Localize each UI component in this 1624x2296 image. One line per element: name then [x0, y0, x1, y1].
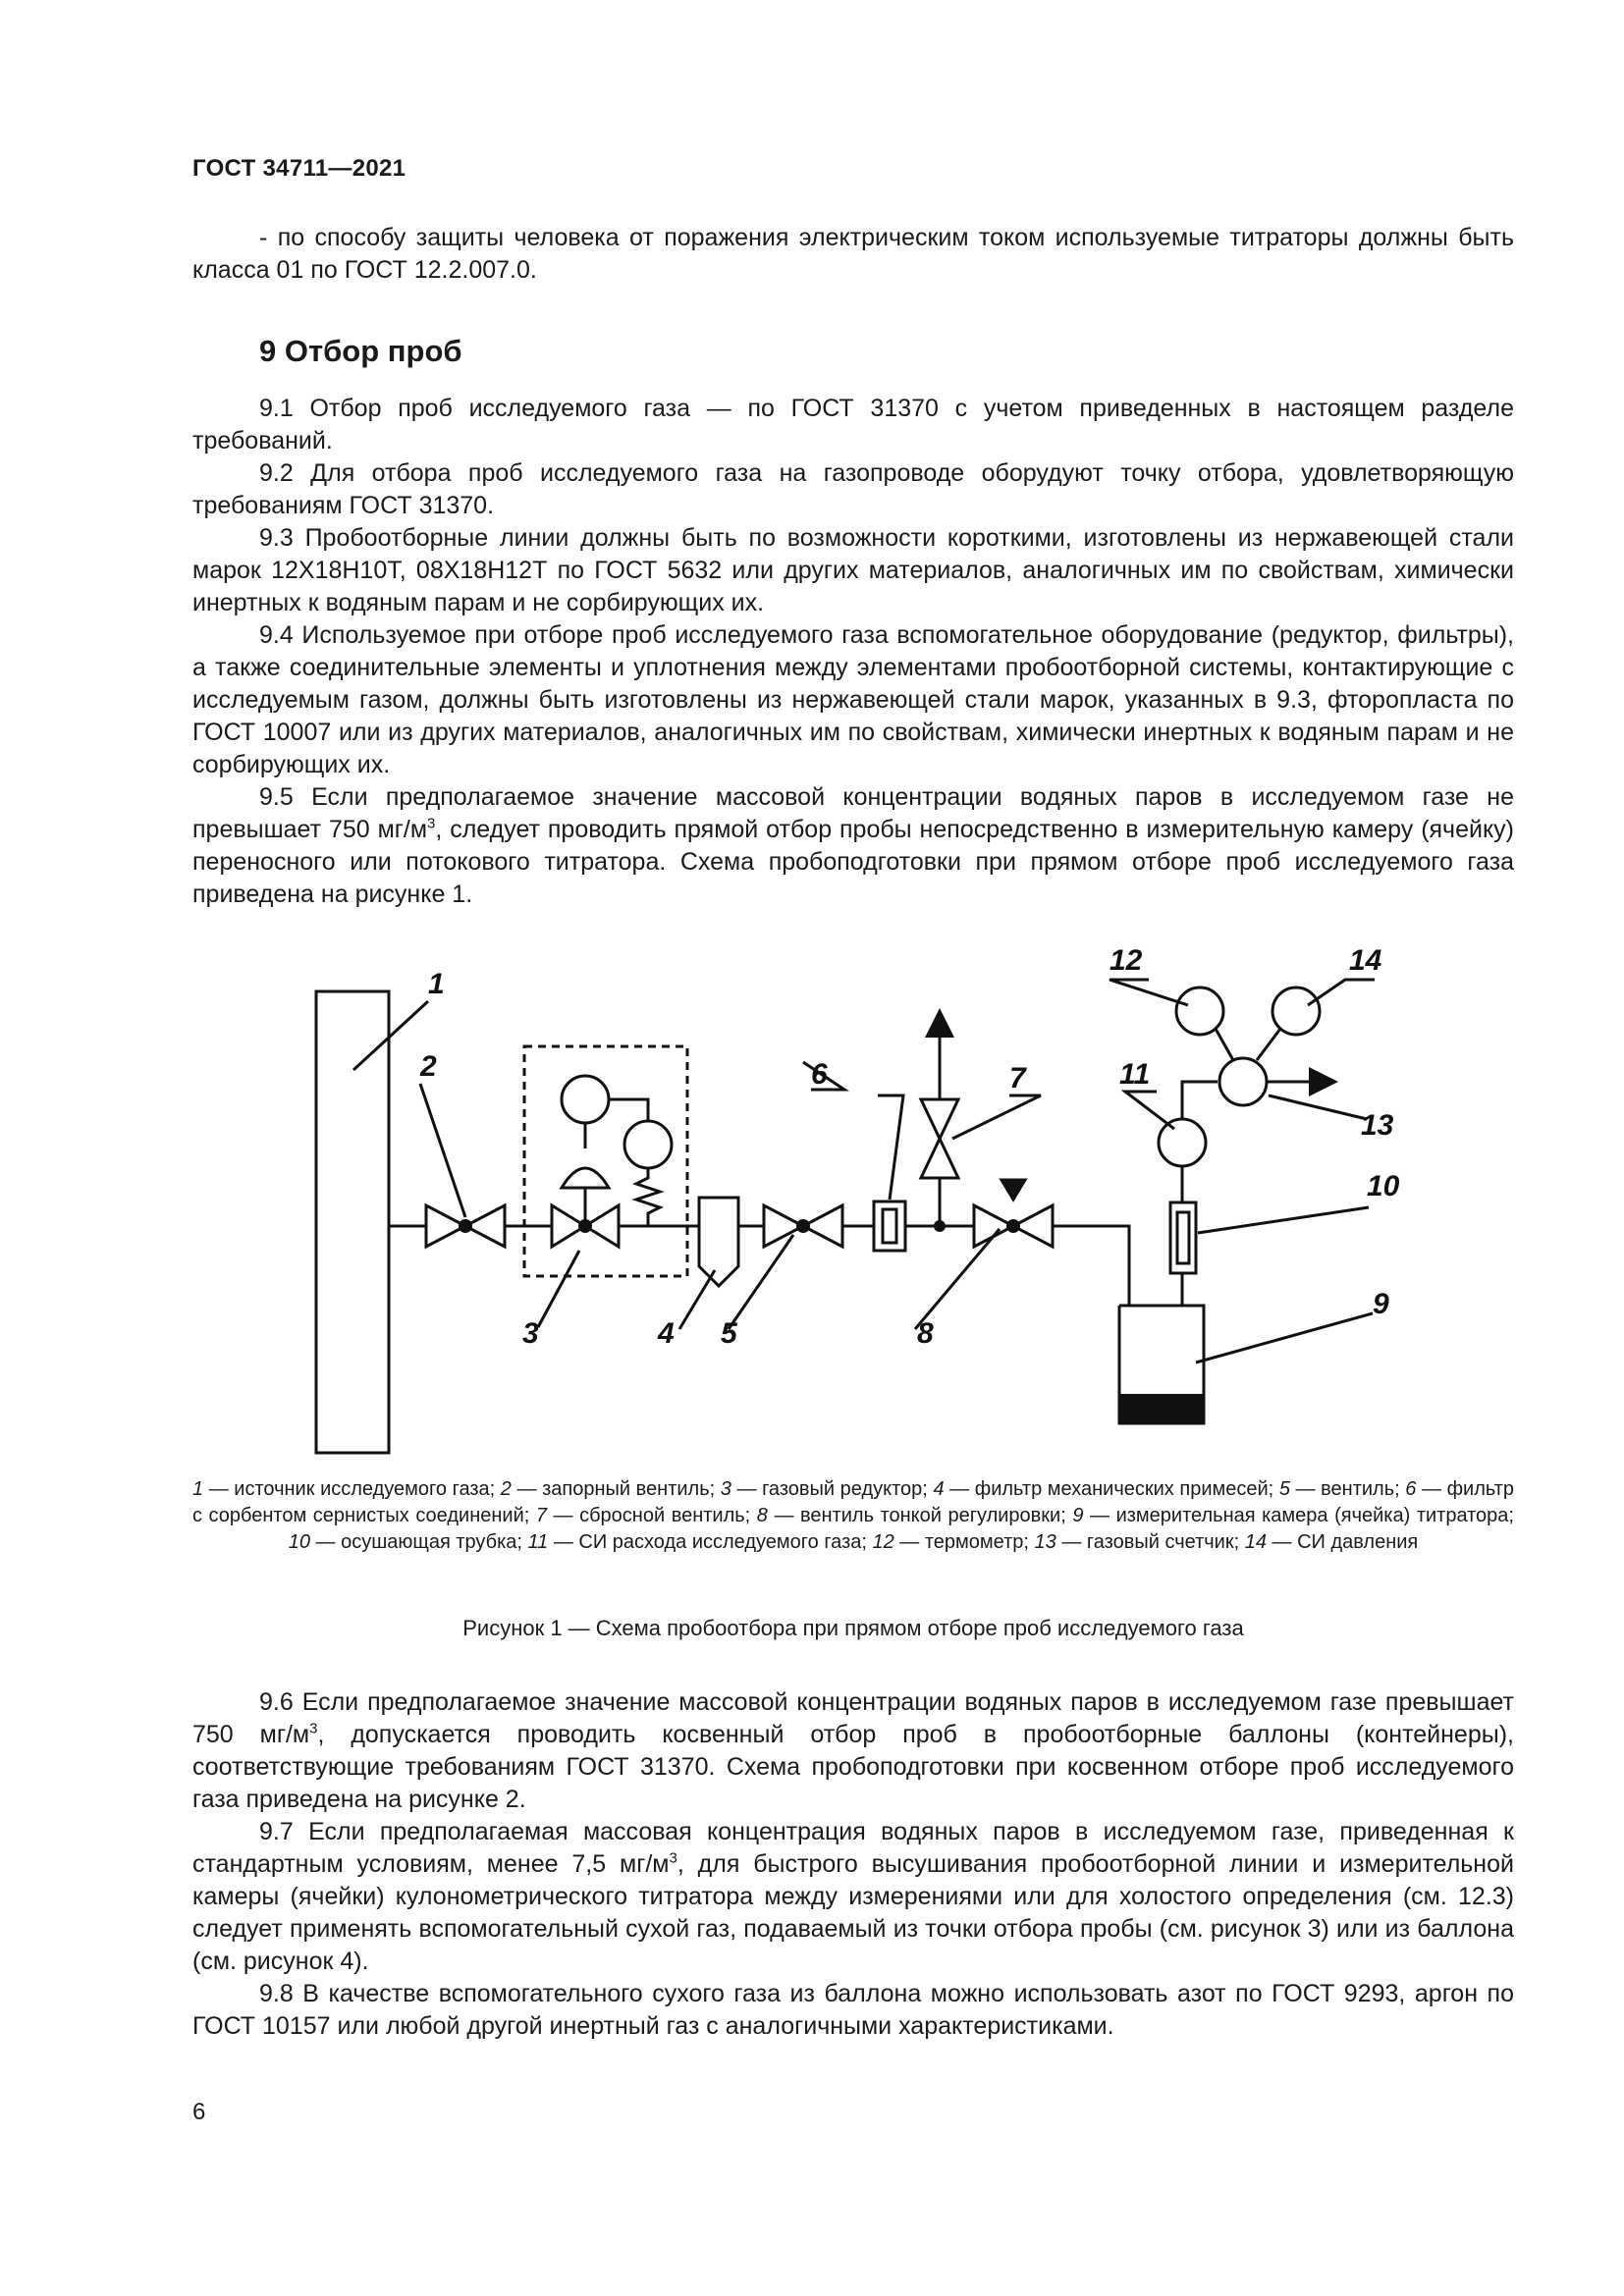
legend-item: 11 — СИ расхода исследуемого газа; [527, 1531, 873, 1553]
paragraph-9-4: 9.4 Используемое при отборе проб исследуемого газа вспомогательное оборудование (редуктор, фильтры), а также соединительные элементы и уплотнения между элементами пробоотборной системы, контактирующие с исследуемым газом, должны быть изготовлены из нержавеющей стали марок, указанных в 9.3, фторопласта по ГОСТ 10007 или из других материалов, аналогичных им по свойствам, химически инертных к водяным парам и не сорбирующих их. [192, 621, 1514, 778]
label-6: 6 [811, 1058, 828, 1091]
label-9: 9 [1373, 1288, 1389, 1320]
label-3: 3 [522, 1317, 539, 1350]
legend-item: 6 — фильтр с сорбентом сернистых соединений; [192, 1478, 1515, 1526]
label-10: 10 [1367, 1170, 1400, 1202]
pressure-meter-icon [1272, 988, 1320, 1035]
paragraph-9-7: 9.7 Если предполагаемая массовая концентрация водяных паров в исследуемом газе, приведенная к стандартным условиям, менее 7,5 $мг/м^3$, для быстрого высушивания пробоотборной линии и измерительной камеры (ячейки) кулонометрического титратора между измерениями или для холостого определения (см. 12.3) следует применять вспомогательный сухой газ, подаваемый из точки отбора пробы (см. рисунок 3) или из баллона (см. рисунок 4). [192, 1818, 1514, 1975]
legend-item: 5 — вентиль; [1278, 1478, 1406, 1500]
label-8: 8 [917, 1317, 934, 1350]
label-7: 7 [1009, 1062, 1026, 1095]
legend-item: 9 — измерительная камера (ячейка) титратора; [1072, 1505, 1514, 1526]
paragraph-9-2: 9.2 Для отбора проб исследуемого газа на газопроводе оборудуют точку отбора, удовлетворяющую требованиям ГОСТ 31370. [192, 459, 1514, 519]
figure-caption: Рисунок 1 — Схема пробоотбора при прямом отборе проб исследуемого газа [462, 1616, 1244, 1640]
gas-source-pipe [316, 991, 389, 1453]
page-number: 6 [192, 2099, 206, 2125]
legend-item: 12 — термометр; [872, 1531, 1035, 1553]
label-5: 5 [721, 1317, 737, 1350]
paragraph-9-5: 9.5 Если предполагаемое значение массовой концентрации водяных паров в исследуемом газе не превышает 750 $мг/м^3$, следует проводить прямой отбор пробы непосредственно в измерительную камеру (ячейку) переносного или потокового титратора. Схема пробоподготовки при прямом отборе проб исследуемого газа приведена на рисунке 1. [192, 783, 1514, 908]
legend-item: 14 — СИ давления [1244, 1531, 1419, 1553]
paragraph-9-1: 9.1 Отбор проб исследуемого газа — по ГОСТ 31370 с учетом приведенных в настоящем разделе требований. [192, 395, 1514, 454]
legend-item: 1 — источник исследуемого газа; [192, 1478, 501, 1500]
legend-item: 3 — газовый редуктор; [720, 1478, 934, 1500]
label-12: 12 [1110, 944, 1143, 977]
label-13: 13 [1361, 1109, 1394, 1142]
section-body-1 [192, 393, 1514, 911]
sampling-schematic [192, 933, 1514, 1463]
legend-item: 4 — фильтр механических примесей; [933, 1478, 1279, 1500]
label-2: 2 [420, 1050, 437, 1083]
label-1: 1 [428, 968, 445, 1000]
document-header: ГОСТ 34711—2021 [192, 155, 406, 182]
flow-meter-icon [1159, 1119, 1206, 1166]
paragraph-9-6: 9.6 Если предполагаемое значение массовой концентрации водяных паров в исследуемом газе превышает 750 $мг/м^3$, допускается проводить косвенный отбор проб в пробоотборные баллоны (контейнеры), соответствующие требованиям ГОСТ 31370. Схема пробоподготовки при косвенном отборе проб исследуемого газа приведена на рисунке 2. [192, 1688, 1514, 1813]
legend-item: 8 — вентиль тонкой регулировки; [756, 1505, 1073, 1526]
label-4: 4 [658, 1317, 675, 1350]
thermometer-icon [1176, 988, 1223, 1035]
paragraph-9-3: 9.3 Пробоотборные линии должны быть по возможности короткими, изготовлены из нержавеющей стали марок 12Х18Н10Т, 08Х18Н12Т по ГОСТ 5632 или других материалов, аналогичных им по свойствам, химически инертных к водяным парам и не сорбирующих их. [192, 524, 1514, 616]
section-title: 9 Отбор проб [259, 334, 462, 368]
legend-item: 7 — сбросной вентиль; [535, 1505, 757, 1526]
legend-item: 13 — газовый счетчик; [1034, 1531, 1245, 1553]
intro-paragraph: - по способу защиты человека от поражения электрическим током используемые титраторы должны быть класса 01 по ГОСТ 12.2.007.0. [192, 224, 1514, 284]
section-body-2 [192, 1686, 1514, 2043]
pressure-gauge-icon [624, 1121, 672, 1168]
diaphragm-icon [562, 1168, 609, 1188]
label-14: 14 [1349, 944, 1382, 977]
legend-item: 10 — осушающая трубка; [288, 1531, 528, 1553]
mechanical-filter-icon [699, 1198, 738, 1286]
paragraph-9-8: 9.8 В качестве вспомогательного сухого газа из баллона можно использовать азот по ГОСТ 9293, аргон по ГОСТ 10157 или любой другой инертный газ с аналогичными характеристиками. [192, 1980, 1514, 2040]
label-11: 11 [1119, 1058, 1151, 1091]
spring-icon [636, 1168, 660, 1226]
pressure-gauge-icon [562, 1076, 609, 1123]
figure-legend [192, 1476, 1514, 1556]
legend-item: 2 — запорный вентиль; [500, 1478, 721, 1500]
gas-counter-icon [1219, 1058, 1267, 1105]
